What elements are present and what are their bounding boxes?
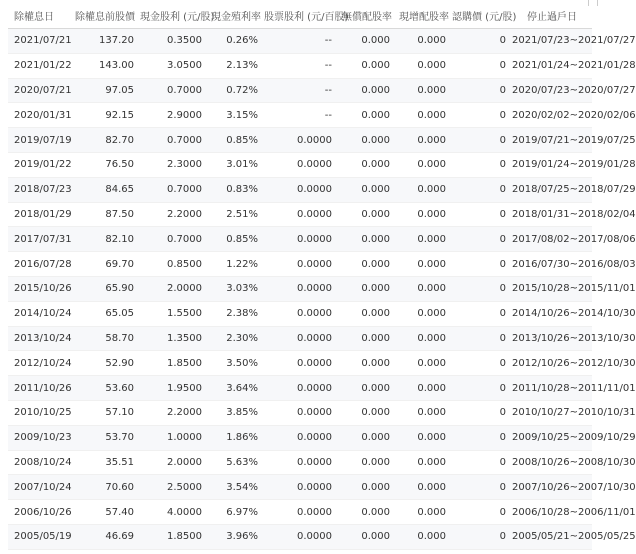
cell-subscription-price: 0 (499, 258, 506, 270)
cell-ex-date: 2021/01/22 (14, 60, 72, 72)
cell-cash-increase: 0.000 (396, 425, 452, 450)
cell-stock-dividend: -- (264, 78, 338, 103)
cell-free-allotment: 0.000 (361, 159, 390, 171)
dividend-table (8, 8, 636, 550)
cell-pre-price: 143.00 (99, 60, 134, 72)
table-row (8, 351, 592, 376)
cell-cash-yield: 3.64% (208, 376, 264, 401)
table-row (8, 425, 592, 450)
header-pre-price[interactable]: 除權息前股價 (70, 8, 140, 29)
cell-ex-date: 2010/10/25 (14, 407, 72, 419)
cell-pre-price: 52.90 (105, 357, 134, 369)
cell-stock-dividend: 0.0000 (264, 425, 338, 450)
cell-book-closure: 2020/02/02~2020/02/06 (512, 109, 636, 121)
cell-free-allotment: 0.000 (338, 29, 396, 54)
cell-subscription-price: 0 (452, 475, 512, 500)
table-row (8, 202, 592, 227)
cell-cash-dividend: 4.0000 (167, 506, 202, 518)
cell-stock-dividend: 0.0000 (297, 357, 332, 369)
cell-cash-yield: 1.86% (208, 425, 264, 450)
cell-pre-price: 53.70 (70, 425, 140, 450)
table-row (8, 152, 592, 177)
cell-stock-dividend: 0.0000 (297, 308, 332, 320)
cell-stock-dividend: 0.0000 (297, 258, 332, 270)
cell-stock-dividend: 0.0000 (297, 506, 332, 518)
cell-book-closure: 2015/10/28~2015/11/01 (512, 276, 592, 301)
cell-pre-price: 69.70 (105, 258, 134, 270)
cell-book-closure: 2005/05/21~2005/05/25 (512, 524, 592, 549)
cell-cash-dividend: 0.8500 (167, 258, 202, 270)
cell-stock-dividend: -- (324, 109, 332, 121)
table-row (8, 376, 592, 401)
cell-stock-dividend: -- (324, 60, 332, 72)
cell-stock-dividend: 0.0000 (264, 326, 338, 351)
cell-cash-yield: 5.63% (226, 456, 258, 468)
cell-cash-increase: 0.000 (396, 177, 452, 202)
cell-free-allotment: 0.000 (361, 109, 390, 121)
cell-stock-dividend: 0.0000 (264, 128, 338, 153)
cell-ex-date: 2013/10/24 (8, 326, 70, 351)
header-cash-yield[interactable]: 現金殖利率 (208, 8, 264, 29)
cell-cash-yield: 2.38% (226, 308, 258, 320)
table-row (8, 78, 592, 103)
cell-book-closure: 2019/07/21~2019/07/25 (512, 128, 592, 153)
cell-free-allotment: 0.000 (338, 376, 396, 401)
cell-ex-date: 2020/07/21 (8, 78, 70, 103)
cell-book-closure: 2013/10/26~2013/10/30 (512, 326, 592, 351)
cell-subscription-price: 0 (499, 506, 506, 518)
cell-free-allotment: 0.000 (361, 407, 390, 419)
cell-free-allotment: 0.000 (338, 524, 396, 549)
cell-subscription-price: 0 (452, 524, 512, 549)
cell-free-allotment: 0.000 (361, 60, 390, 72)
cell-cash-increase: 0.000 (417, 208, 446, 220)
cell-cash-increase: 0.000 (417, 109, 446, 121)
cell-cash-dividend: 2.2000 (167, 407, 202, 419)
cell-subscription-price: 0 (452, 326, 512, 351)
cell-cash-yield: 0.85% (208, 128, 264, 153)
cell-cash-increase: 0.000 (417, 357, 446, 369)
header-cash-increase[interactable]: 現增配股率 (396, 8, 452, 29)
table-row (8, 103, 592, 128)
cell-stock-dividend: 0.0000 (264, 376, 338, 401)
cell-subscription-price: 0 (452, 78, 512, 103)
cell-cash-increase: 0.000 (396, 326, 452, 351)
cell-subscription-price: 0 (452, 425, 512, 450)
cell-book-closure: 2007/10/26~2007/10/30 (512, 475, 592, 500)
table-row (8, 29, 592, 54)
table-row (8, 276, 592, 301)
cell-subscription-price: 0 (452, 276, 512, 301)
cell-free-allotment: 0.000 (338, 128, 396, 153)
cell-ex-date: 2019/07/19 (8, 128, 70, 153)
cell-subscription-price: 0 (499, 357, 506, 369)
cell-free-allotment: 0.000 (361, 357, 390, 369)
cell-ex-date: 2015/10/26 (8, 276, 70, 301)
cell-pre-price: 87.50 (105, 208, 134, 220)
cell-book-closure: 2021/01/24~2021/01/28 (512, 60, 636, 72)
cell-cash-increase: 0.000 (417, 308, 446, 320)
cell-cash-increase: 0.000 (417, 407, 446, 419)
cell-stock-dividend: 0.0000 (264, 524, 338, 549)
cell-stock-dividend: -- (264, 29, 338, 54)
cell-cash-increase: 0.000 (396, 227, 452, 252)
cell-ex-date: 2007/10/24 (8, 475, 70, 500)
cell-ex-date: 2016/07/28 (14, 258, 72, 270)
cell-stock-dividend: 0.0000 (297, 456, 332, 468)
cell-stock-dividend: 0.0000 (264, 227, 338, 252)
cell-cash-yield: 0.72% (208, 78, 264, 103)
cell-stock-dividend: 0.0000 (264, 475, 338, 500)
table-row (8, 301, 592, 326)
cell-ex-date: 2020/01/31 (14, 109, 72, 121)
cell-subscription-price: 0 (499, 60, 506, 72)
cell-cash-yield: 3.50% (226, 357, 258, 369)
cell-cash-dividend: 0.7000 (140, 177, 208, 202)
table-header-row (8, 8, 592, 29)
cell-free-allotment: 0.000 (338, 276, 396, 301)
cell-cash-dividend: 2.0000 (167, 456, 202, 468)
cell-ex-date: 2019/01/22 (14, 159, 72, 171)
cell-ex-date: 2005/05/19 (8, 524, 70, 549)
cell-free-allotment: 0.000 (361, 258, 390, 270)
cell-free-allotment: 0.000 (338, 227, 396, 252)
cell-pre-price: 57.40 (105, 506, 134, 518)
cell-book-closure: 2009/10/25~2009/10/29 (512, 425, 592, 450)
cell-pre-price: 53.60 (70, 376, 140, 401)
cell-cash-increase: 0.000 (417, 60, 446, 72)
cell-cash-yield: 3.54% (208, 475, 264, 500)
cell-ex-date: 2017/07/31 (8, 227, 70, 252)
cell-pre-price: 70.60 (70, 475, 140, 500)
cell-cash-dividend: 2.9000 (167, 109, 202, 121)
cell-subscription-price: 0 (499, 407, 506, 419)
cell-pre-price: 58.70 (70, 326, 140, 351)
cell-free-allotment: 0.000 (338, 78, 396, 103)
cell-subscription-price: 0 (499, 456, 506, 468)
cell-cash-dividend: 2.3000 (167, 159, 202, 171)
cell-pre-price: 97.05 (70, 78, 140, 103)
cell-free-allotment: 0.000 (361, 208, 390, 220)
cell-cash-dividend: 2.0000 (140, 276, 208, 301)
table-row (8, 500, 592, 525)
cell-ex-date: 2018/01/29 (14, 208, 72, 220)
cell-cash-dividend: 0.7000 (140, 78, 208, 103)
cell-pre-price: 82.10 (70, 227, 140, 252)
cell-book-closure: 2008/10/26~2008/10/30 (512, 456, 636, 468)
cell-cash-dividend: 2.2000 (167, 208, 202, 220)
table-row (8, 450, 592, 475)
cell-ex-date: 2011/10/26 (8, 376, 70, 401)
cell-book-closure: 2012/10/26~2012/10/30 (512, 357, 636, 369)
cell-book-closure: 2016/07/30~2016/08/03 (512, 258, 636, 270)
cell-cash-dividend: 1.3500 (140, 326, 208, 351)
scrollbar-hint[interactable] (588, 0, 598, 6)
table-row (8, 53, 592, 78)
cell-cash-yield: 1.22% (226, 258, 258, 270)
cell-ex-date: 2021/07/21 (8, 29, 70, 54)
cell-cash-yield: 3.85% (226, 407, 258, 419)
cell-free-allotment: 0.000 (338, 326, 396, 351)
cell-cash-yield: 2.51% (226, 208, 258, 220)
cell-pre-price: 137.20 (70, 29, 140, 54)
cell-cash-dividend: 1.8500 (140, 524, 208, 549)
cell-pre-price: 35.51 (105, 456, 134, 468)
cell-book-closure: 2006/10/28~2006/11/01 (512, 506, 636, 518)
cell-ex-date: 2006/10/26 (14, 506, 72, 518)
cell-stock-dividend: 0.0000 (297, 208, 332, 220)
cell-cash-yield: 0.26% (208, 29, 264, 54)
cell-cash-increase: 0.000 (417, 506, 446, 518)
cell-cash-increase: 0.000 (396, 524, 452, 549)
cell-cash-increase: 0.000 (417, 258, 446, 270)
cell-ex-date: 2012/10/24 (14, 357, 72, 369)
cell-pre-price: 76.50 (105, 159, 134, 171)
cell-pre-price: 84.65 (70, 177, 140, 202)
table-body (8, 29, 636, 550)
cell-pre-price: 92.15 (105, 109, 134, 121)
cell-cash-yield: 0.83% (208, 177, 264, 202)
cell-cash-yield: 3.15% (226, 109, 258, 121)
cell-free-allotment: 0.000 (338, 177, 396, 202)
cell-cash-increase: 0.000 (396, 276, 452, 301)
cell-book-closure: 2018/07/25~2018/07/29 (512, 177, 592, 202)
cell-subscription-price: 0 (499, 308, 506, 320)
cell-subscription-price: 0 (499, 159, 506, 171)
table-row (8, 400, 592, 425)
cell-free-allotment: 0.000 (338, 425, 396, 450)
cell-pre-price: 57.10 (105, 407, 134, 419)
cell-cash-dividend: 1.8500 (167, 357, 202, 369)
header-free-allotment[interactable]: 無償配股率 (338, 8, 396, 29)
cell-cash-yield: 2.13% (226, 60, 258, 72)
table-row (8, 524, 592, 549)
cell-cash-dividend: 0.3500 (140, 29, 208, 54)
cell-subscription-price: 0 (452, 128, 512, 153)
cell-cash-increase: 0.000 (396, 376, 452, 401)
cell-stock-dividend: 0.0000 (297, 407, 332, 419)
cell-subscription-price: 0 (499, 208, 506, 220)
cell-ex-date: 2018/07/23 (8, 177, 70, 202)
cell-cash-yield: 6.97% (226, 506, 258, 518)
header-cash-dividend[interactable]: 現金股利 (元/股) (140, 8, 208, 29)
cell-book-closure: 2019/01/24~2019/01/28 (512, 159, 636, 171)
cell-stock-dividend: 0.0000 (264, 276, 338, 301)
cell-cash-yield: 2.30% (208, 326, 264, 351)
header-subscription-price[interactable]: 認購價 (元/股) (452, 8, 512, 29)
table-row (8, 252, 592, 277)
cell-cash-yield: 3.96% (208, 524, 264, 549)
cell-stock-dividend: 0.0000 (264, 177, 338, 202)
cell-cash-dividend: 1.9500 (140, 376, 208, 401)
cell-cash-dividend: 0.7000 (140, 128, 208, 153)
cell-book-closure: 2018/01/31~2018/02/04 (512, 208, 636, 220)
cell-cash-yield: 3.03% (208, 276, 264, 301)
cell-pre-price: 46.69 (70, 524, 140, 549)
cell-book-closure: 2011/10/28~2011/11/01 (512, 376, 592, 401)
cell-cash-increase: 0.000 (417, 456, 446, 468)
cell-subscription-price: 0 (452, 177, 512, 202)
cell-ex-date: 2014/10/24 (14, 308, 72, 320)
header-stock-dividend[interactable]: 股票股利 (元/百股) (264, 8, 338, 29)
cell-book-closure: 2017/08/02~2017/08/06 (512, 227, 592, 252)
cell-cash-dividend: 1.5500 (167, 308, 202, 320)
cell-free-allotment: 0.000 (338, 475, 396, 500)
cell-cash-increase: 0.000 (396, 29, 452, 54)
cell-cash-dividend: 2.5000 (140, 475, 208, 500)
header-book-closure[interactable]: 停止過戶日 (512, 8, 592, 29)
cell-book-closure: 2021/07/23~2021/07/27 (512, 29, 592, 54)
cell-free-allotment: 0.000 (361, 506, 390, 518)
cell-ex-date: 2009/10/23 (8, 425, 70, 450)
table-row (8, 227, 592, 252)
table-row (8, 128, 592, 153)
cell-pre-price: 65.05 (105, 308, 134, 320)
cell-book-closure: 2014/10/26~2014/10/30 (512, 308, 636, 320)
cell-free-allotment: 0.000 (361, 456, 390, 468)
cell-cash-increase: 0.000 (396, 128, 452, 153)
header-ex-date[interactable]: 除權息日 (8, 8, 70, 29)
cell-book-closure: 2020/07/23~2020/07/27 (512, 78, 592, 103)
cell-cash-yield: 3.01% (226, 159, 258, 171)
cell-subscription-price: 0 (499, 109, 506, 121)
cell-free-allotment: 0.000 (361, 308, 390, 320)
cell-cash-increase: 0.000 (396, 78, 452, 103)
cell-ex-date: 2008/10/24 (14, 456, 72, 468)
cell-cash-increase: 0.000 (417, 159, 446, 171)
cell-subscription-price: 0 (452, 29, 512, 54)
cell-cash-dividend: 3.0500 (167, 60, 202, 72)
cell-cash-yield: 0.85% (208, 227, 264, 252)
cell-cash-dividend: 1.0000 (140, 425, 208, 450)
table-row (8, 177, 592, 202)
cell-cash-increase: 0.000 (396, 475, 452, 500)
table-row (8, 326, 592, 351)
cell-pre-price: 82.70 (70, 128, 140, 153)
cell-book-closure: 2010/10/27~2010/10/31 (512, 407, 636, 419)
cell-pre-price: 65.90 (70, 276, 140, 301)
cell-stock-dividend: 0.0000 (297, 159, 332, 171)
cell-subscription-price: 0 (452, 227, 512, 252)
cell-cash-dividend: 0.7000 (140, 227, 208, 252)
cell-subscription-price: 0 (452, 376, 512, 401)
table-row (8, 475, 592, 500)
